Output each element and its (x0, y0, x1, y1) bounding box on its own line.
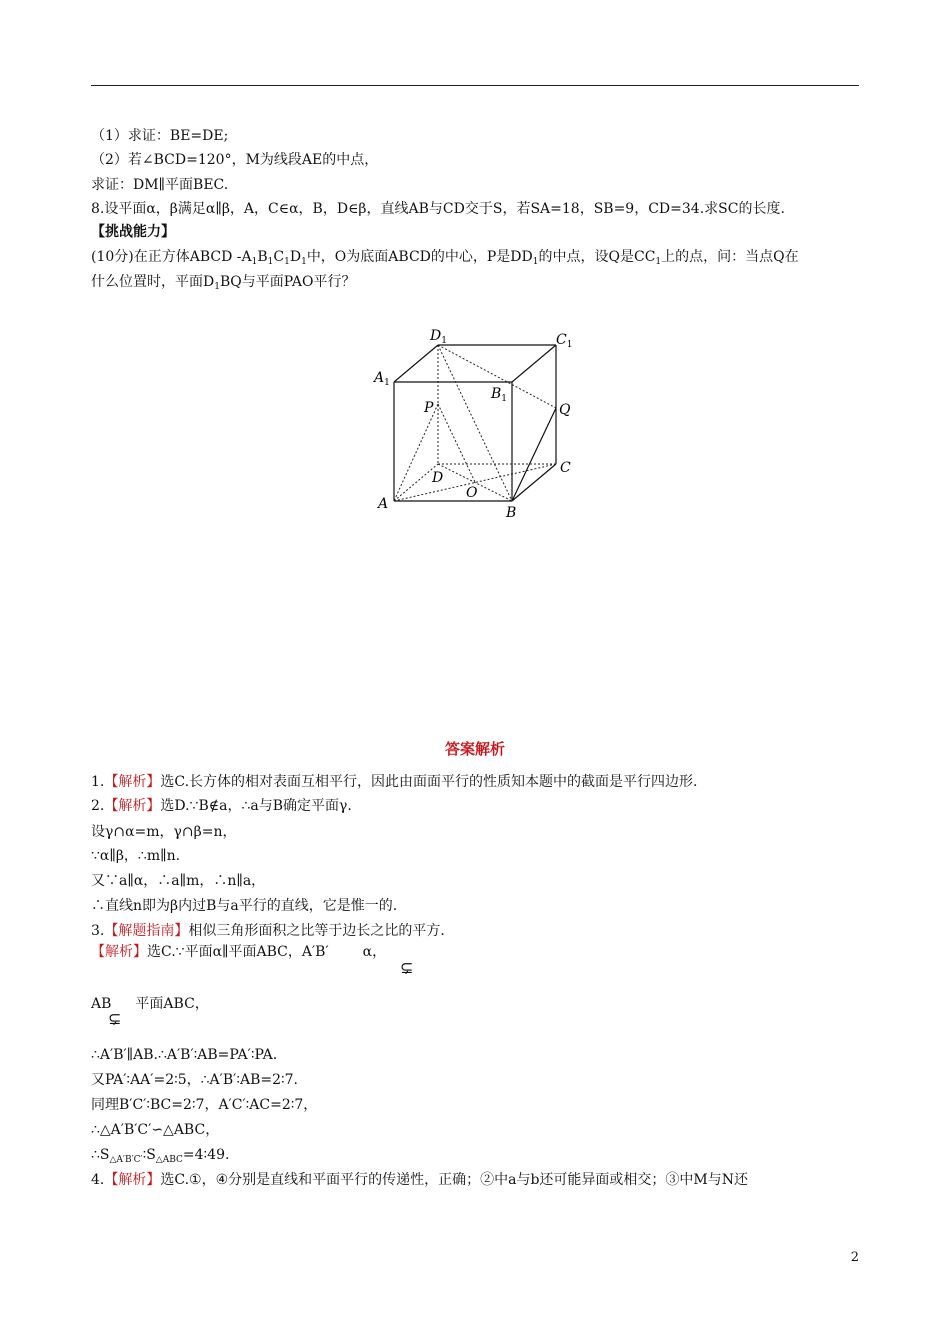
answer-3-line-5: 同理B′C′∶BC=2∶7，A′C′∶AC=2∶7， (91, 1097, 318, 1113)
answer-3: 3.【解题指南】相似三角形面积之比等于边长之比的平方. (91, 923, 445, 939)
answer-4: 4.【解析】选C.①，④分别是直线和平面平行的传递性，正确；②中a与b还可能异面或相交；③中M与N还 (91, 1172, 749, 1188)
page-number: 2 (850, 1250, 859, 1265)
answer-2-line-5: ∴直线n即为β内过B与a平行的直线，它是惟一的. (91, 898, 398, 914)
label-Q: Q (559, 402, 571, 418)
answers-heading: 答案解析 (444, 740, 505, 758)
answer-2-line-3: ∵α∥β，∴m∥n. (91, 848, 181, 864)
answer-3-line-3: ∴A′B′∥AB.∴A′B′∶AB=PA′∶PA. (91, 1047, 278, 1063)
label-P: P (424, 400, 434, 416)
q7-part1: （1）求证：BE=DE; (91, 128, 229, 144)
header-rule (91, 85, 859, 86)
line-P-A (394, 404, 438, 501)
label-O: O (466, 485, 478, 501)
label-B1: $B_1$ (491, 386, 508, 404)
answer-2-line-4: 又∵a∥α，∴a∥m，∴n∥a， (91, 873, 266, 889)
challenge-line-2: 什么位置时，平面$D_1BQ$与平面PAO平行？ (91, 274, 356, 292)
answer-2-line-2: 设γ∩α=m，γ∩β=n， (91, 824, 237, 840)
answer-2: 2.【解析】选D.∵B∉a，∴a与B确定平面γ. (91, 798, 352, 814)
answer-3-line-2: AB 平面ABC， (91, 996, 209, 1012)
edge-A1-D1 (394, 345, 438, 382)
cube-figure (360, 320, 590, 520)
edge-B-Q (512, 408, 556, 501)
edge-B-C (512, 464, 556, 501)
label-A1: $A_1$ (374, 370, 390, 388)
not-equal-subset-icon: ⊊ (108, 1009, 122, 1028)
question-8: 8.设平面α，β满足α∥β，A，C∈α，B，D∈β，直线AB与CD交于S，若SA=18，SB=9，CD=34.求SC的长度. (91, 201, 785, 217)
label-C1: $C_1$ (556, 332, 573, 350)
answer-3-solution: 【解析】选C.∵平面α∥平面ABC，A′B′ α， (91, 944, 387, 960)
answer-3-line-4: 又PA′∶AA′=2∶5，∴A′B′∶AB=2∶7. (91, 1072, 298, 1088)
answer-3-line-7: $\therefore S_{\triangle A'B'C'}∶S_{\triangle ABC}=4∶49$. (91, 1147, 230, 1165)
answer-1: 1.【解析】选C.长方体的相对表面互相平行，因此由面面平行的性质知本题中的截面是平行四边形. (91, 774, 698, 790)
label-D: D (432, 470, 444, 486)
answer-3-line-6: ∴△A′B′C′∽△ABC， (91, 1122, 220, 1138)
q7-part3: 求证：DM∥平面BEC. (91, 177, 229, 193)
not-equal-subset-icon: ⊊ (400, 958, 414, 977)
label-A: A (378, 496, 389, 512)
line-P-O (438, 404, 475, 482)
challenge-line-1: (10分)在正方体ABCD $-A_1B_1C_1D_1$中，O为底面ABCD的中心，P是$DD_1$的中点，设Q是$CC_1$上的点，问：当点Q在 (91, 249, 799, 267)
label-B: B (506, 505, 517, 520)
line-D1-B (438, 345, 512, 501)
edge-B1-C1 (512, 345, 556, 382)
q7-part2: （2）若∠BCD=120°，M为线段AE的中点， (91, 152, 379, 168)
label-D1: $D_1$ (430, 328, 447, 346)
challenge-title: 【挑战能力】 (91, 224, 175, 240)
label-C: C (560, 460, 571, 476)
